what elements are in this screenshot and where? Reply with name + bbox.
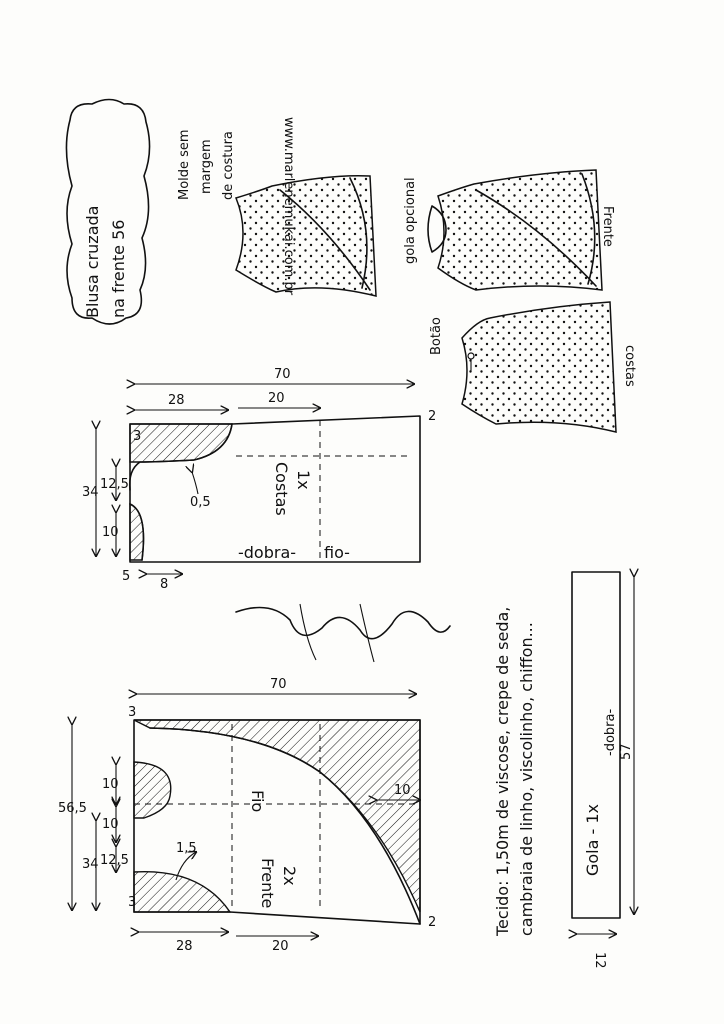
costas-dim-bottom: 5 [122,569,131,584]
frente-dim-curve: 1,5 [176,841,197,856]
costas-dim-sleeve: 10 [102,525,119,540]
title-box [66,100,149,325]
frente-dim-hem-drop: 2 [428,915,437,930]
costas-dim-top-right: 20 [268,391,285,406]
frente-dim-bottom-left: 28 [176,939,193,954]
label-frente-sketch: Frente [600,206,615,247]
note-line-3: de costura [221,131,236,200]
costas-dim-hem-drop: 2 [428,409,437,424]
costas-grain-label: fio- [324,543,350,562]
frente-dim-height: 34 [82,857,99,872]
gola-dim-length: 57 [619,743,634,760]
sketch-back [462,302,616,432]
gola-name: Gola - 1x [583,803,602,876]
note-line-1: Molde sem [177,129,192,200]
fabric-line-2: cambraia de linho, viscolinho, chiffon... [517,622,536,936]
note-line-2: margem [199,139,214,194]
frente-name: Frente [258,858,277,909]
signature-text: Marlene Mukai [448,604,463,699]
sketch-front-right [428,170,602,290]
sketch-front-left [236,176,376,296]
costas-dim-armhole: 12,5 [100,477,129,492]
costas-name: Costas [272,462,291,516]
costas-dim-width: 70 [274,367,291,382]
frente-pattern-piece [58,677,436,954]
gola-pattern-piece [572,572,634,969]
title-line-2: na frente 56 [109,219,128,318]
fabric-note [493,607,536,937]
costas-qty: 1x [294,470,313,490]
costas-fold-label: -dobra- [238,543,297,562]
frente-dim-top: 3 [128,705,137,720]
frente-dim-sleeve-a: 10 [102,777,119,792]
costas-dim-neck-depth: 8 [160,577,169,592]
button-icon [468,353,474,359]
frente-dim-bottom-right: 20 [272,939,289,954]
frente-dim-overlap: 10 [394,783,411,798]
costas-dim-height: 34 [82,485,99,500]
costas-dim-top-left: 28 [168,393,185,408]
frente-dim-bottom: 3 [128,895,137,910]
note-text [177,129,236,200]
label-botao: Botão [429,317,444,355]
label-gola-opcional: gola opcional [403,177,418,264]
costas-pattern-piece [82,367,436,592]
gola-dim-width: 12 [592,952,607,969]
title-line-1: Blusa cruzada [83,205,102,318]
frente-dim-width: 70 [270,677,287,692]
gola-fold-label: -dobra- [603,708,618,756]
costas-dim-curve: 0,5 [190,495,211,510]
costas-dim-side-top: 3 [133,429,142,444]
frente-dim-sleeve-b: 10 [102,817,119,832]
label-costas-sketch: costas [622,345,637,387]
frente-dim-armhole: 12,5 [100,853,129,868]
fabric-line-1: Tecido: 1,50m de viscose, crepe de seda, [493,606,512,936]
frente-dim-total-height: 56,5 [58,801,87,816]
frente-qty: 2x [280,866,299,886]
frente-grain-label: Fio [248,790,267,813]
